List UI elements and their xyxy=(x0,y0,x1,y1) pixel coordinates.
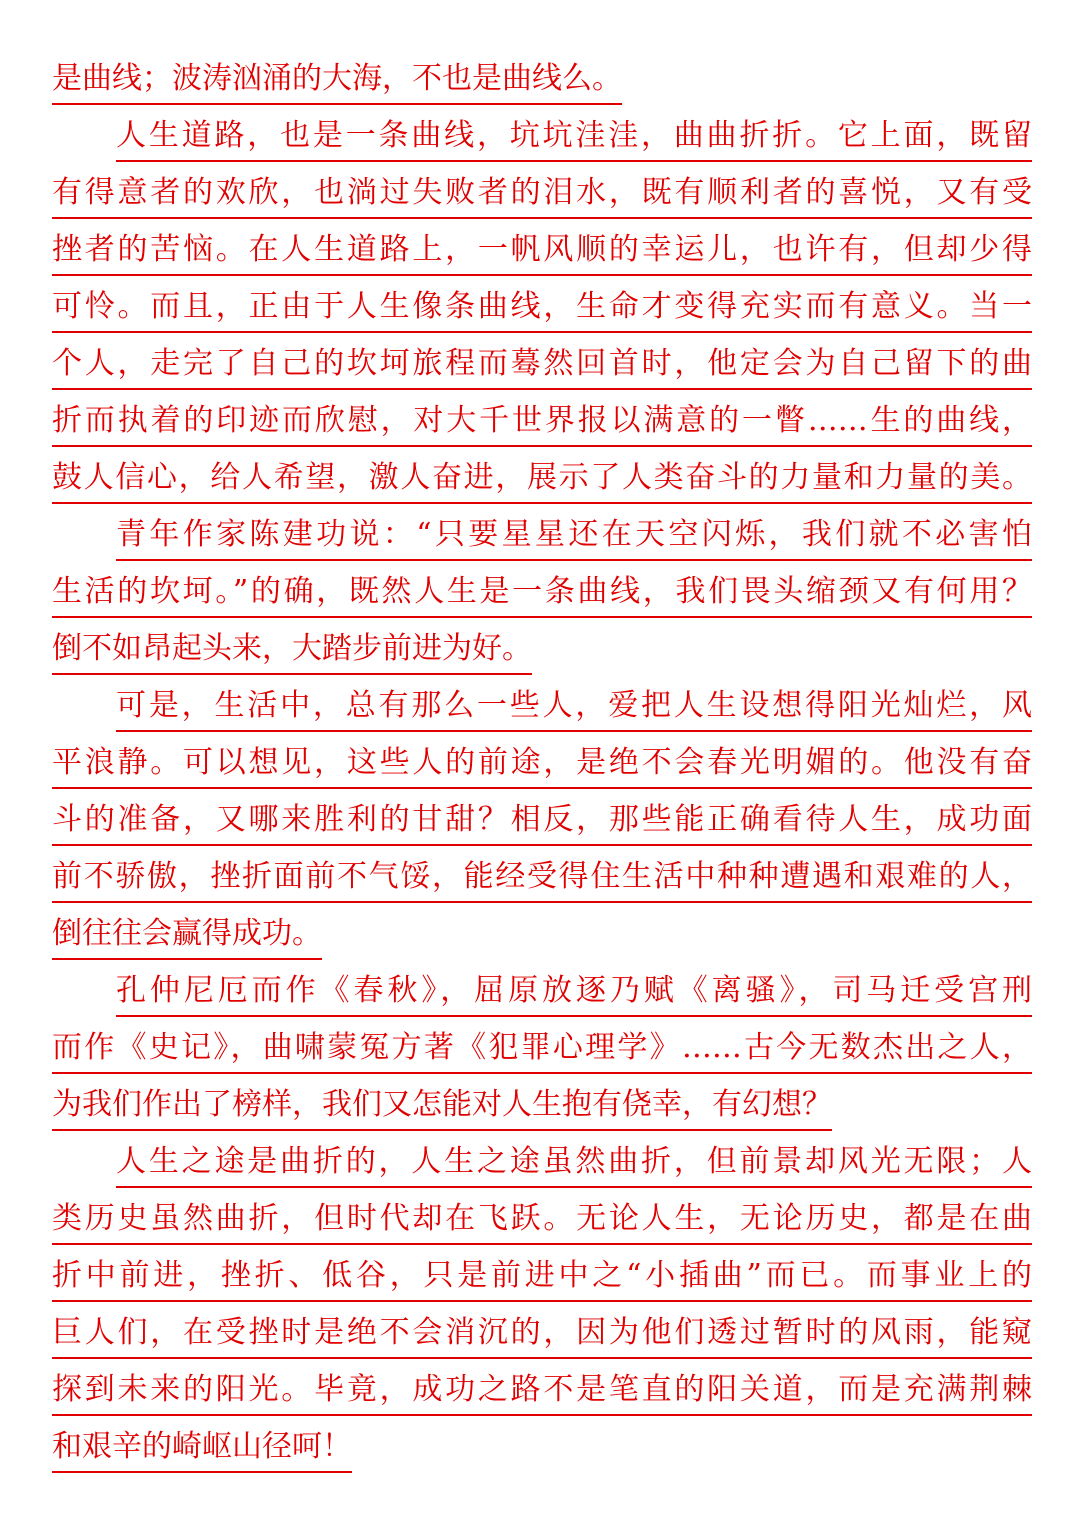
underlined-text: 挫者的苦恼。在人生道路上，一帆风顺的幸运儿，也许有，但却少得 xyxy=(52,228,1032,276)
underlined-text: 人生道路，也是一条曲线，坑坑洼洼，曲曲折折。它上面，既留 xyxy=(116,114,1032,162)
underlined-text: 有得意者的欢欣，也淌过失败者的泪水，既有顺利者的喜悦，又有受 xyxy=(52,171,1032,219)
underlined-text: 倒往往会赢得成功。 xyxy=(52,912,322,960)
underlined-text: 折中前进，挫折、低谷，只是前进中之“小插曲”而已。而事业上的 xyxy=(52,1254,1032,1302)
underlined-text: 人生之途是曲折的，人生之途虽然曲折，但前景却风光无限；人 xyxy=(116,1140,1032,1188)
text-line xyxy=(52,1418,1032,1475)
underlined-text: 巨人们，在受挫时是绝不会消沉的，因为他们透过暂时的风雨，能窥 xyxy=(52,1311,1032,1359)
underlined-text: 孔仲尼厄而作《春秋》，屈原放逐乃赋《离骚》，司马迁受宫刑 xyxy=(116,969,1032,1017)
underlined-text: 可怜。而且，正由于人生像条曲线，生命才变得充实而有意义。当一 xyxy=(52,285,1032,333)
text-line xyxy=(52,962,1032,1019)
text-line xyxy=(52,563,1032,620)
underlined-text: 是曲线；波涛汹涌的大海，不也是曲线么。 xyxy=(52,57,622,105)
text-line xyxy=(52,677,1032,734)
underlined-text: 而作《史记》，曲啸蒙冤方著《犯罪心理学》……古今无数杰出之人， xyxy=(52,1026,1032,1074)
underlined-text: 青年作家陈建功说：“只要星星还在天空闪烁，我们就不必害怕 xyxy=(116,513,1032,561)
underlined-text: 个人，走完了自己的坎坷旅程而蓦然回首时，他定会为自己留下的曲 xyxy=(52,342,1032,390)
text-line xyxy=(52,620,1032,677)
text-line xyxy=(52,848,1032,905)
text-line xyxy=(52,50,1032,107)
text-line xyxy=(52,1019,1032,1076)
text-line xyxy=(52,278,1032,335)
underlined-text: 平浪静。可以想见，这些人的前途，是绝不会春光明媚的。他没有奋 xyxy=(52,741,1032,789)
underlined-text: 类历史虽然曲折，但时代却在飞跃。无论人生，无论历史，都是在曲 xyxy=(52,1197,1032,1245)
text-line xyxy=(52,1076,1032,1133)
underlined-text: 探到未来的阳光。毕竟，成功之路不是笔直的阳关道，而是充满荆棘 xyxy=(52,1368,1032,1416)
underlined-text: 生活的坎坷。”的确，既然人生是一条曲线，我们畏头缩颈又有何用？ xyxy=(52,570,1032,618)
text-line xyxy=(52,506,1032,563)
text-line xyxy=(52,392,1032,449)
text-line xyxy=(52,335,1032,392)
underlined-text: 前不骄傲，挫折面前不气馁，能经受得住生活中种种遭遇和艰难的人， xyxy=(52,855,1032,903)
underlined-text: 为我们作出了榜样，我们又怎能对人生抱有侥幸，有幻想？ xyxy=(52,1083,832,1131)
underlined-text: 倒不如昂起头来，大踏步前进为好。 xyxy=(52,627,532,675)
text-line xyxy=(52,1361,1032,1418)
text-line xyxy=(52,1133,1032,1190)
underlined-text: 鼓人信心，给人希望，激人奋进，展示了人类奋斗的力量和力量的美。 xyxy=(52,456,1032,504)
text-line xyxy=(52,734,1032,791)
text-line xyxy=(52,107,1032,164)
text-line xyxy=(52,905,1032,962)
text-line xyxy=(52,164,1032,221)
underlined-text: 和艰辛的崎岖山径呵！ xyxy=(52,1425,352,1473)
text-line xyxy=(52,1304,1032,1361)
text-line xyxy=(52,791,1032,848)
underlined-text: 可是，生活中，总有那么一些人，爱把人生设想得阳光灿烂，风 xyxy=(116,684,1032,732)
underlined-text: 折而执着的印迹而欣慰，对大千世界报以满意的一瞥……生的曲线， xyxy=(52,399,1032,447)
document-page xyxy=(52,50,1032,1475)
text-line xyxy=(52,449,1032,506)
text-line xyxy=(52,221,1032,278)
text-line xyxy=(52,1190,1032,1247)
underlined-text: 斗的准备，又哪来胜利的甘甜？相反，那些能正确看待人生，成功面 xyxy=(52,798,1032,846)
text-line xyxy=(52,1247,1032,1304)
